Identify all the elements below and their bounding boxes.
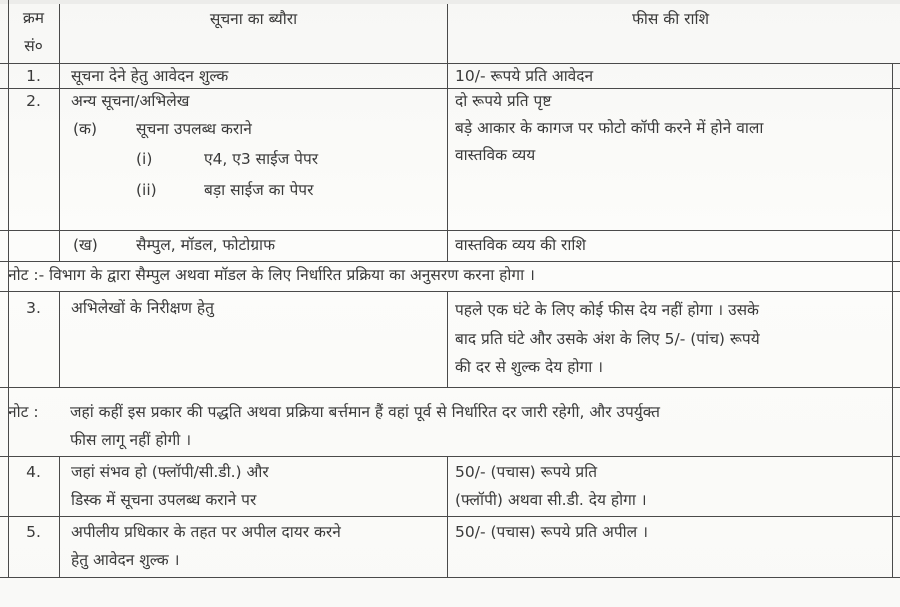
header-serial-line2: सं० [24, 37, 43, 55]
serial-number: 1. [26, 67, 41, 85]
note-label: नोट : [8, 403, 39, 421]
description-text: जहां संभव हो (फ्लॉपी/सी.डी.) और [71, 463, 269, 481]
header-description-label: सूचना का ब्यौरा [209, 10, 298, 28]
note-box [8, 262, 893, 291]
note-row [0, 262, 900, 292]
serial-number: 5. [26, 523, 41, 541]
fee-text: पहले एक घंटे के लिए कोई फीस देय नहीं होगा । उसके [455, 301, 759, 319]
row-serial [8, 64, 60, 88]
note-box [8, 388, 893, 456]
sub-sub-item-text: बड़ा साईज का पेपर [204, 181, 314, 199]
row-fee [448, 231, 893, 261]
row-serial [8, 457, 60, 516]
row-fee [448, 292, 893, 387]
sub-sub-item-marker: (ii) [136, 181, 157, 199]
fee-text: दो रूपये प्रति पृष्ट [455, 92, 552, 110]
row-fee [448, 89, 893, 230]
serial-number: 4. [26, 463, 41, 481]
header-description [60, 4, 448, 63]
description-text: सूचना देने हेतु आवेदन शुल्क [71, 67, 229, 85]
table-row [0, 231, 900, 262]
table-row [0, 64, 900, 89]
row-description [60, 231, 448, 261]
row-serial [8, 89, 60, 230]
serial-number: 3. [26, 299, 41, 317]
table-row [0, 292, 900, 388]
fee-text: बाद प्रति घंटे और उसके अंश के लिए 5/- (पांच) रूपये [455, 330, 760, 348]
sub-item-marker: (ख) [73, 236, 98, 254]
row-fee [448, 457, 893, 516]
row-description [60, 89, 448, 230]
table-row [0, 457, 900, 517]
header-serial-no [8, 4, 60, 63]
sub-item-marker: (क) [73, 120, 97, 138]
description-text: हेतु आवेदन शुल्क । [71, 551, 180, 569]
fee-text: वास्तविक व्यय की राशि [455, 236, 586, 254]
header-fee-label: फीस की राशि [631, 10, 710, 28]
sub-item-text: सैम्पुल, मॉडल, फोटोग्राफ [136, 236, 276, 254]
row-description [60, 517, 448, 577]
note-text: नोट :- विभाग के द्वारा सैम्पुल अथवा मॉडल के लिए निर्धारित प्रक्रिया का अनुसरण करना होगा । [8, 266, 535, 284]
row-serial [8, 292, 60, 387]
table-header-row [0, 4, 900, 64]
fee-text: वास्तविक व्यय [455, 146, 536, 164]
fee-text: बड़े आकार के कागज पर फोटो कॉपी करने में होने वाला [455, 119, 764, 137]
fee-text: 50/- (पचास) रूपये प्रति अपील । [455, 523, 648, 541]
fee-text: की दर से शुल्क देय होगा । [455, 358, 604, 376]
sub-sub-item-text: ए4, ए3 साईज पेपर [204, 150, 319, 168]
header-serial-line1: क्रम [22, 9, 45, 27]
row-description [60, 292, 448, 387]
table-row [0, 89, 900, 231]
fee-text: 10/- रूपये प्रति आवेदन [455, 67, 594, 85]
row-fee [448, 517, 893, 577]
description-text: अपीलीय प्रधिकार के तहत पर अपील दायर करने [71, 523, 341, 541]
description-text: अन्य सूचना/अभिलेख [71, 92, 190, 110]
description-text: अभिलेखों के निरीक्षण हेतु [71, 299, 214, 317]
description-text: डिस्क में सूचना उपलब्ध कराने पर [71, 491, 257, 509]
fee-text: 50/- (पचास) रूपये प्रति [455, 463, 598, 481]
serial-number: 2. [26, 92, 41, 110]
row-serial [8, 517, 60, 577]
row-fee [448, 64, 893, 88]
sub-item-text: सूचना उपलब्ध कराने [136, 120, 252, 138]
fee-text: (फ्लॉपी) अथवा सी.डी. देय होगा । [455, 491, 647, 509]
row-description [60, 64, 448, 88]
note-row [0, 388, 900, 457]
note-text: जहां कहीं इस प्रकार की पद्धति अथवा प्रक्रिया बर्त्तमान हैं वहां पूर्व से निर्धारित दर जारी रहेगी, और उपर्युक्त [70, 403, 660, 421]
header-fee-amount [448, 4, 893, 63]
note-text: फीस लागू नहीं होगी । [70, 431, 192, 449]
row-serial [8, 231, 60, 261]
table-row [0, 517, 900, 578]
sub-sub-item-marker: (i) [136, 150, 153, 168]
table-left-border [8, 0, 9, 578]
row-description [60, 457, 448, 516]
